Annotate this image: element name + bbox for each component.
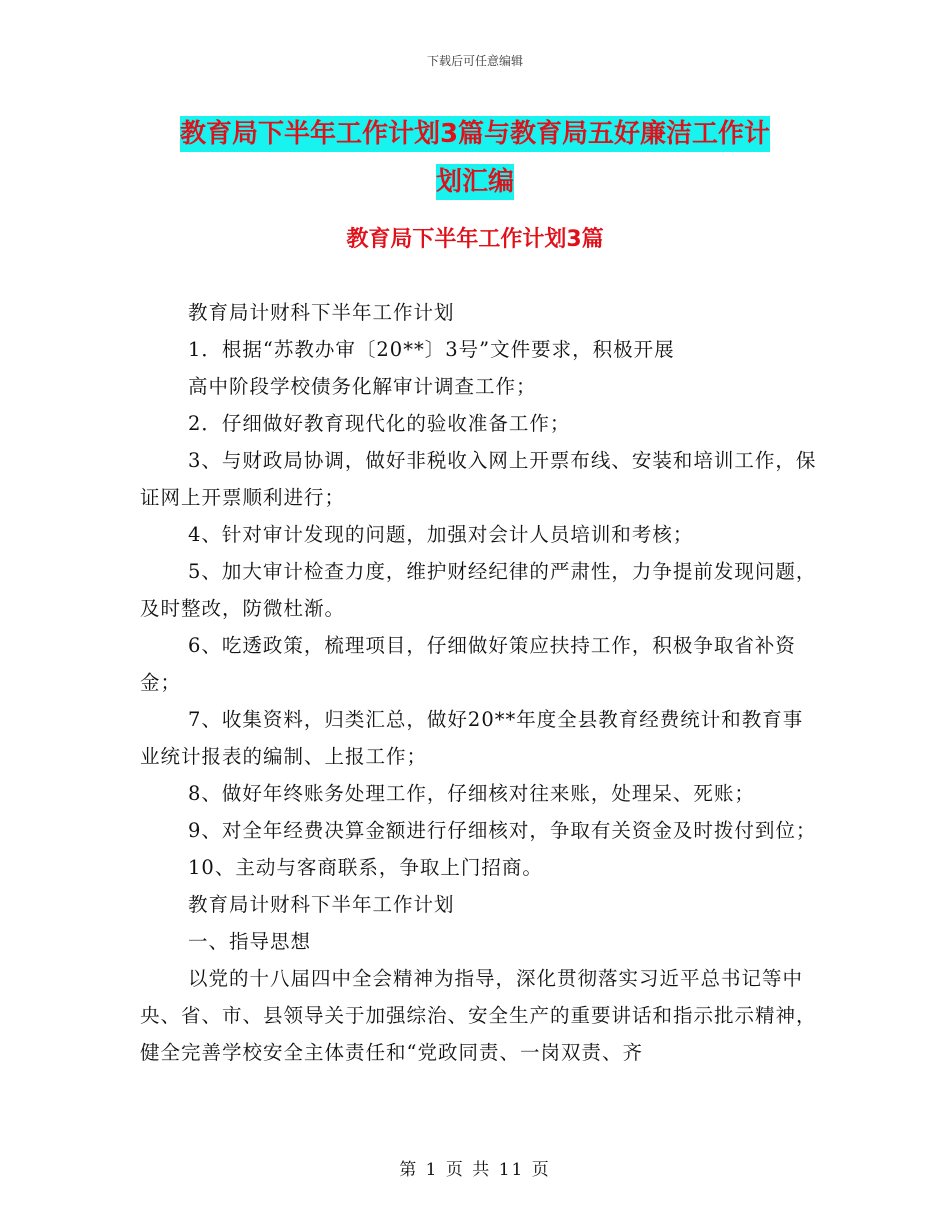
title-line-1: 教育局下半年工作计划3篇与教育局五好廉洁工作计 bbox=[180, 116, 770, 152]
title-line-2: 划汇编 bbox=[436, 164, 514, 200]
paragraph: 以党的十八届四中全会精神为指导，深化贯彻落实习近平总书记等中央、省、市、县领导关于加强综治、安全生产的重要讲话和指示批示精神，健全完善学校安全主体责任和“党政同责、一岗双责、齐 bbox=[140, 967, 817, 1064]
paragraph: 4、针对审计发现的问题，加强对会计人员培训和考核； bbox=[188, 523, 694, 546]
paragraph: 一、指导思想 bbox=[188, 930, 312, 953]
section-subtitle: 教育局下半年工作计划3篇 bbox=[346, 227, 604, 252]
paragraph: 9、对全年经费决算金额进行仔细核对，争取有关资金及时拨付到位； bbox=[188, 819, 817, 842]
paragraph: 7、收集资料，归类汇总，做好20**年度全县教育经费统计和教育事业统计报表的编制、上报工作； bbox=[140, 708, 804, 768]
paragraph: 8、做好年终账务处理工作，仔细核对往来账，处理呆、死账； bbox=[188, 782, 755, 805]
paragraph: 1．根据“苏教办审〔20**〕3号”文件要求，积极开展 bbox=[188, 338, 675, 361]
paragraph: 10、主动与客商联系，争取上门招商。 bbox=[188, 856, 543, 879]
paragraph: 2．仔细做好教育现代化的验收准备工作； bbox=[188, 412, 571, 435]
document-title bbox=[140, 110, 810, 206]
paragraph: 教育局计财科下半年工作计划 bbox=[188, 301, 455, 324]
paragraph: 6、吃透政策，梳理项目，仔细做好策应扶持工作，积极争取省补资金； bbox=[140, 634, 796, 694]
paragraph: 3、与财政局协调，做好非税收入网上开票布线、安装和培训工作，保证网上开票顺利进行； bbox=[140, 449, 817, 509]
paragraph: 5、加大审计检查力度，维护财经纪律的严肃性，力争提前发现问题，及时整改，防微杜渐。 bbox=[140, 560, 817, 620]
paragraph: 高中阶段学校债务化解审计调查工作； bbox=[188, 375, 537, 398]
page-footer: 第 1 页 共 11 页 bbox=[399, 1160, 551, 1180]
body-text bbox=[140, 294, 820, 1071]
paragraph: 教育局计财科下半年工作计划 bbox=[188, 893, 455, 916]
header-note: 下载后可任意编辑 bbox=[426, 54, 523, 68]
